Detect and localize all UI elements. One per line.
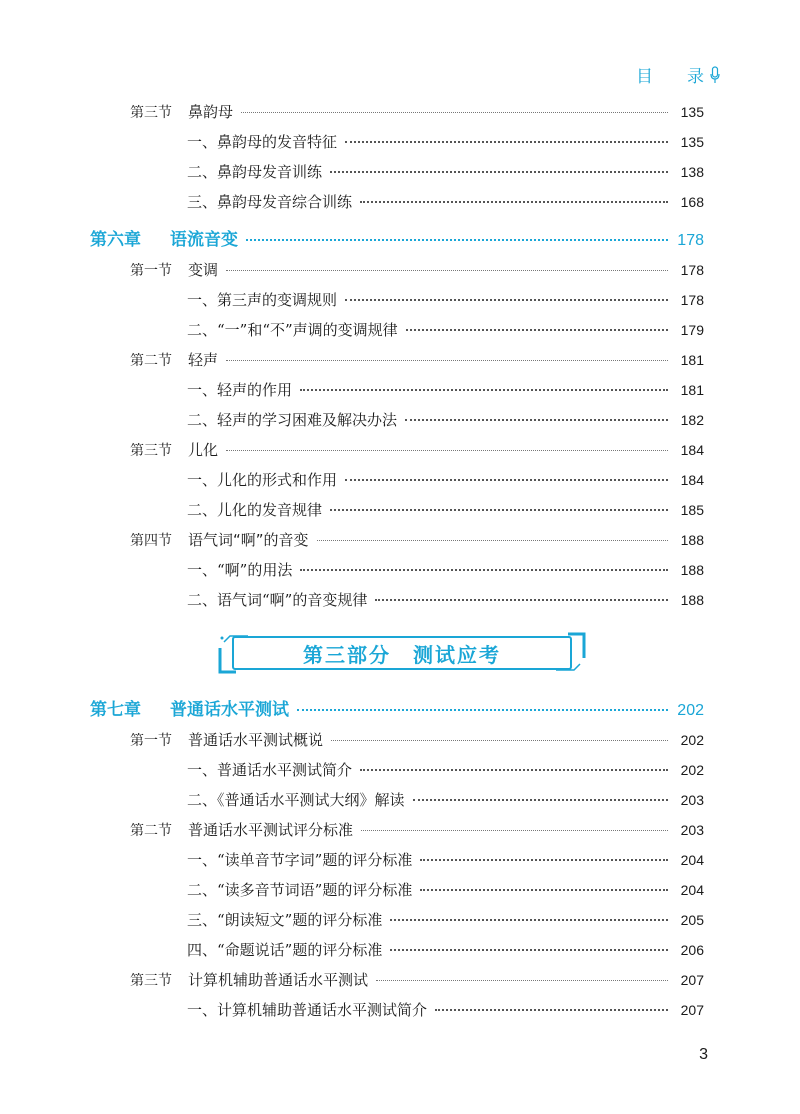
toc-label bbox=[187, 500, 322, 520]
toc-label bbox=[90, 700, 289, 720]
item-title: 一、“啊”的用法 bbox=[187, 561, 293, 579]
item-title: 一、普通话水平测试简介 bbox=[187, 761, 353, 779]
page-ref: 206 bbox=[680, 942, 704, 958]
chapter-number: 第六章 bbox=[90, 230, 141, 250]
page-ref: 181 bbox=[680, 352, 704, 368]
item-title: 一、鼻韵母的发音特征 bbox=[187, 133, 338, 151]
toc-section bbox=[130, 730, 704, 751]
leader-dots bbox=[246, 239, 668, 241]
microphone-icon bbox=[710, 66, 720, 84]
leader-dots bbox=[297, 709, 668, 711]
leader-dots bbox=[241, 112, 668, 113]
section-title: 儿化 bbox=[188, 441, 219, 459]
item-title: 一、第三声的变调规则 bbox=[187, 291, 338, 309]
toc-label bbox=[130, 260, 218, 281]
leader-dots bbox=[420, 859, 668, 861]
item-title: 三、“朗读短文”题的评分标准 bbox=[187, 911, 383, 929]
leader-dots bbox=[390, 919, 668, 921]
page-ref: 178 bbox=[680, 262, 704, 278]
section-title: 计算机辅助普通话水平测试 bbox=[188, 971, 369, 989]
page-ref: 185 bbox=[680, 502, 704, 518]
toc-item bbox=[187, 560, 704, 580]
page-ref: 188 bbox=[680, 532, 704, 548]
section-number: 第二节 bbox=[130, 353, 172, 369]
leader-dots bbox=[226, 450, 668, 451]
leader-dots bbox=[413, 799, 668, 801]
leader-dots bbox=[360, 769, 668, 771]
section-number: 第三节 bbox=[130, 443, 172, 459]
toc-item bbox=[187, 590, 704, 610]
toc-label bbox=[187, 162, 322, 182]
section-title: 普通话水平测试评分标准 bbox=[188, 821, 354, 839]
toc-label bbox=[130, 102, 233, 123]
toc-item bbox=[187, 470, 704, 490]
page-ref: 181 bbox=[680, 382, 704, 398]
page-ref: 205 bbox=[680, 912, 704, 928]
toc-item bbox=[187, 320, 704, 340]
toc-label bbox=[130, 970, 368, 991]
section-number: 第二节 bbox=[130, 823, 172, 839]
toc-label bbox=[187, 132, 337, 152]
toc-label bbox=[187, 192, 352, 212]
item-title: 二、儿化的发音规律 bbox=[187, 501, 323, 519]
section-number: 第三节 bbox=[130, 973, 172, 989]
toc-label bbox=[187, 380, 292, 400]
section-number: 第四节 bbox=[130, 533, 172, 549]
leader-dots bbox=[330, 509, 668, 511]
banner-box bbox=[232, 636, 572, 670]
chapter-number: 第七章 bbox=[90, 700, 141, 720]
leader-dots bbox=[376, 980, 668, 981]
item-title: 二、轻声的学习困难及解决办法 bbox=[187, 411, 398, 429]
page-ref: 182 bbox=[680, 412, 704, 428]
toc-item bbox=[187, 192, 704, 212]
toc-section bbox=[130, 102, 704, 123]
toc-label bbox=[187, 470, 337, 490]
toc-chapter bbox=[90, 230, 704, 251]
toc-item bbox=[187, 880, 704, 900]
item-title: 二、语气词“啊”的音变规律 bbox=[187, 591, 368, 609]
toc-section bbox=[130, 350, 704, 371]
page-ref: 135 bbox=[680, 104, 704, 120]
item-title: 二、《普通话水平测试大纲》解读 bbox=[187, 791, 405, 809]
toc-label bbox=[130, 820, 353, 841]
item-title: 二、“读多音节词语”题的评分标准 bbox=[187, 881, 413, 899]
item-title: 二、鼻韵母发音训练 bbox=[187, 163, 323, 181]
item-title: 一、轻声的作用 bbox=[187, 381, 293, 399]
item-title: 二、“一”和“不”声调的变调规律 bbox=[187, 321, 398, 339]
item-title: 一、儿化的形式和作用 bbox=[187, 471, 338, 489]
toc-label bbox=[187, 410, 397, 430]
toc-label bbox=[187, 850, 412, 870]
toc-item bbox=[187, 132, 704, 152]
leader-dots bbox=[360, 201, 668, 203]
toc-item bbox=[187, 162, 704, 182]
leader-dots bbox=[300, 569, 668, 571]
page-ref: 203 bbox=[680, 822, 704, 838]
section-title: 变调 bbox=[188, 261, 219, 279]
chapter-title: 语流音变 bbox=[170, 230, 238, 250]
item-title: 一、计算机辅助普通话水平测试简介 bbox=[187, 1001, 428, 1019]
toc-section bbox=[130, 820, 704, 841]
page-ref: 179 bbox=[680, 322, 704, 338]
page-ref: 203 bbox=[680, 792, 704, 808]
header-label-1: 目 bbox=[636, 67, 653, 87]
leader-dots bbox=[345, 479, 668, 481]
toc-item bbox=[187, 410, 704, 430]
toc-chapter bbox=[90, 700, 704, 721]
page-ref: 207 bbox=[680, 972, 704, 988]
leader-dots bbox=[406, 329, 668, 331]
part-banner bbox=[218, 632, 586, 674]
leader-dots bbox=[345, 141, 668, 143]
page-ref: 178 bbox=[677, 232, 704, 249]
toc-label bbox=[187, 590, 367, 610]
page-ref: 135 bbox=[680, 134, 704, 150]
leader-dots bbox=[226, 360, 668, 361]
toc-label bbox=[130, 730, 323, 751]
page-ref: 188 bbox=[680, 562, 704, 578]
running-header bbox=[636, 62, 720, 87]
leader-dots bbox=[226, 270, 668, 271]
leader-dots bbox=[300, 389, 668, 391]
toc-section bbox=[130, 260, 704, 281]
leader-dots bbox=[361, 830, 668, 831]
page-ref: 188 bbox=[680, 592, 704, 608]
toc-item bbox=[187, 790, 704, 810]
toc-item bbox=[187, 760, 704, 780]
toc-item bbox=[187, 500, 704, 520]
page-number: 3 bbox=[699, 1046, 708, 1063]
toc-item bbox=[187, 290, 704, 310]
toc-section bbox=[130, 530, 704, 551]
toc-item bbox=[187, 380, 704, 400]
toc-label bbox=[187, 320, 398, 340]
toc-item bbox=[187, 910, 704, 930]
toc-label bbox=[130, 350, 218, 371]
toc-section bbox=[130, 970, 704, 991]
page-ref: 202 bbox=[677, 702, 704, 719]
section-number: 第一节 bbox=[130, 263, 172, 279]
toc-label bbox=[90, 230, 238, 250]
toc-label bbox=[187, 940, 382, 960]
leader-dots bbox=[345, 299, 668, 301]
page-ref: 168 bbox=[680, 194, 704, 210]
header-label-2: 录 bbox=[687, 67, 704, 87]
page-ref: 207 bbox=[680, 1002, 704, 1018]
page-ref: 202 bbox=[680, 762, 704, 778]
section-title: 鼻韵母 bbox=[188, 103, 234, 121]
item-title: 一、“读单音节字词”题的评分标准 bbox=[187, 851, 413, 869]
toc-label bbox=[187, 560, 292, 580]
toc-item bbox=[187, 1000, 704, 1020]
page-ref: 178 bbox=[680, 292, 704, 308]
toc-label bbox=[187, 290, 337, 310]
leader-dots bbox=[375, 599, 668, 601]
page-ref: 204 bbox=[680, 882, 704, 898]
page-ref: 138 bbox=[680, 164, 704, 180]
item-title: 四、“命题说话”题的评分标准 bbox=[187, 941, 383, 959]
leader-dots bbox=[420, 889, 668, 891]
toc-label bbox=[187, 910, 382, 930]
leader-dots bbox=[390, 949, 668, 951]
leader-dots bbox=[331, 740, 668, 741]
chapter-title: 普通话水平测试 bbox=[170, 700, 289, 720]
toc-label bbox=[187, 790, 405, 810]
leader-dots bbox=[435, 1009, 668, 1011]
toc-label bbox=[187, 880, 412, 900]
leader-dots bbox=[330, 171, 668, 173]
toc-label bbox=[130, 530, 309, 551]
section-title: 普通话水平测试概说 bbox=[188, 731, 324, 749]
part-title: 第三部分 测试应考 bbox=[303, 642, 501, 667]
page-ref: 204 bbox=[680, 852, 704, 868]
item-title: 三、鼻韵母发音综合训练 bbox=[187, 193, 353, 211]
section-title: 语气词“啊”的音变 bbox=[188, 531, 309, 549]
toc-label bbox=[187, 760, 352, 780]
page-ref: 184 bbox=[680, 472, 704, 488]
section-number: 第一节 bbox=[130, 733, 172, 749]
toc-section bbox=[130, 440, 704, 461]
page-ref: 202 bbox=[680, 732, 704, 748]
toc-item bbox=[187, 850, 704, 870]
toc-label bbox=[130, 440, 218, 461]
section-number: 第三节 bbox=[130, 105, 172, 121]
leader-dots bbox=[405, 419, 668, 421]
toc-item bbox=[187, 940, 704, 960]
page-ref: 184 bbox=[680, 442, 704, 458]
section-title: 轻声 bbox=[188, 351, 219, 369]
leader-dots bbox=[317, 540, 668, 541]
toc-label bbox=[187, 1000, 427, 1020]
